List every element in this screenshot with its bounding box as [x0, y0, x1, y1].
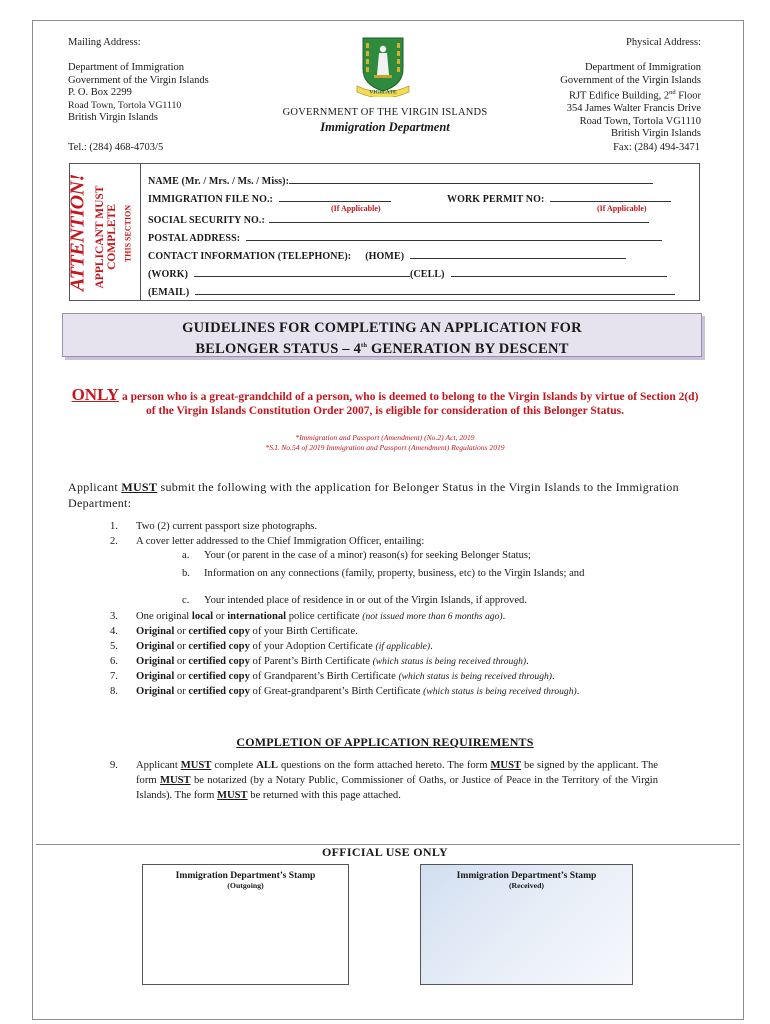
name-field[interactable] — [148, 175, 653, 187]
sub-list-item: a. Your (or parent in the case of a minor) reason(s) for seeking Belonger Status; — [182, 550, 531, 561]
telephone-work-field[interactable] — [148, 268, 667, 280]
email-field[interactable] — [148, 286, 675, 298]
file-number-note: (If Applicable) — [331, 204, 381, 213]
legal-reference: *Immigration and Passport (Amendment) (No.2) Act, 2019 — [295, 433, 475, 442]
completion-heading: COMPLETION OF APPLICATION REQUIREMENTS — [236, 735, 534, 749]
sub-list-item: b. Information on any connections (family, property, business, etc) to the Virgin Islands; and — [182, 568, 585, 579]
attention-must-label: APPLICANT MUST COMPLETE — [94, 185, 118, 289]
requirements-intro: Applicant MUST submit the following with the application for Belonger Status in the Virgin Islands to the Immigration Department: — [68, 480, 679, 510]
banner-line: GUIDELINES FOR COMPLETING AN APPLICATION FOR — [182, 320, 582, 336]
work-label: (WORK) — [148, 269, 189, 280]
mailing-address — [68, 37, 209, 124]
list-item: 7. Original or certified copy of Grandparent’s Birth Certificate (which status is being received through). — [110, 671, 555, 682]
work-permit-label: WORK PERMIT NO: — [447, 194, 545, 205]
cell-label: (CELL) — [410, 269, 445, 280]
fax-number: Fax: (284) 494-3471 — [613, 142, 700, 153]
mailing-line: P. O. Box 2299 — [68, 87, 132, 99]
mailing-line: British Virgin Islands — [68, 112, 158, 124]
physical-line: Government of the Virgin Islands — [560, 74, 701, 86]
government-title: GOVERNMENT OF THE VIRGIN ISLANDS — [282, 107, 488, 118]
email-label: (EMAIL) — [148, 287, 190, 298]
social-security-label: SOCIAL SECURITY NO.: — [148, 215, 265, 226]
list-item: 5. Original or certified copy of your Adoption Certificate (if applicable). — [110, 641, 433, 652]
sub-list-item: c. Your intended place of residence in or out of the Virgin Islands, if approved. — [182, 595, 527, 606]
physical-address — [560, 37, 701, 140]
mailing-line: Department of Immigration — [68, 62, 185, 74]
physical-line: 354 James Walter Francis Drive — [566, 103, 701, 115]
physical-line: Department of Immigration — [584, 62, 701, 74]
stamp-subtitle: (Outgoing) — [227, 881, 264, 890]
physical-line: British Virgin Islands — [611, 127, 701, 139]
postal-address-label: POSTAL ADDRESS: — [148, 233, 241, 244]
coat-of-arms-icon — [353, 35, 413, 97]
received-stamp-box — [420, 864, 633, 985]
list-item: 8. Original or certified copy of Great-grandparent’s Birth Certificate (which status is being received through). — [110, 686, 580, 697]
attention-divider — [140, 163, 141, 301]
list-item: 9. Applicant MUST complete ALL questions on the form attached hereto. The form MUST be signed by the applicant. The form MUST be notarized (by a Notary Public, Commissioner of Oaths, or Justice of Peace in the Territory of the Virgin Islands). The form MUST be returned with this page attached. — [110, 760, 658, 801]
attention-label: ATTENTION! — [66, 173, 89, 292]
contact-info-label: CONTACT INFORMATION (TELEPHONE): — [148, 251, 352, 262]
file-number-label: IMMIGRATION FILE NO.: — [148, 194, 273, 205]
stamp-title: Immigration Department’s Stamp — [175, 870, 316, 881]
banner-line: BELONGER STATUS – 4th GENERATION BY DESCENT — [195, 340, 569, 357]
svg-text:VIGILATE: VIGILATE — [369, 89, 397, 96]
stamp-subtitle: (Received) — [508, 881, 545, 890]
physical-address-label: Physical Address: — [626, 37, 701, 48]
department-title: Immigration Department — [320, 120, 450, 134]
outgoing-stamp-box — [142, 864, 349, 985]
attention-section-label: THIS SECTION — [123, 204, 133, 263]
list-item: 4. Original or certified copy of your Birth Certificate. — [110, 626, 358, 637]
list-item: 1. Two (2) current passport size photographs. — [110, 521, 318, 532]
mailing-line: Road Town, Tortola VG1110 — [68, 99, 182, 111]
list-item: 6. Original or certified copy of Parent’s Birth Certificate (which status is being received through). — [110, 656, 529, 667]
mailing-line: Government of the Virgin Islands — [68, 74, 209, 86]
physical-line: Road Town, Tortola VG1110 — [579, 115, 701, 127]
work-permit-note: (If Applicable) — [597, 204, 647, 213]
name-label: NAME (Mr. / Mrs. / Ms. / Miss): — [148, 176, 290, 187]
list-item: 3. One original local or international police certificate (not issued more than 6 months ago). — [110, 611, 506, 622]
physical-line: RJT Edifice Building, 2nd Floor — [568, 89, 701, 102]
telephone-home-field[interactable] — [148, 250, 626, 262]
guidelines-banner — [62, 313, 702, 357]
postal-address-field[interactable] — [148, 232, 662, 244]
only-emphasis: ONLY — [71, 385, 120, 404]
home-label: (HOME) — [365, 251, 405, 262]
social-security-field[interactable] — [148, 214, 649, 226]
stamp-title: Immigration Department’s Stamp — [456, 870, 597, 881]
list-item: 2. A cover letter addressed to the Chief Immigration Officer, entailing: — [110, 536, 425, 547]
official-use-heading: OFFICIAL USE ONLY — [321, 845, 449, 859]
eligibility-statement: ONLY a person who is a great-grandchild of a person, who is deemed to belong to the Virgin Islands by virtue of Section 2(d) of the Virgin Islands Constitution Order 2007, is eligible for consideration of this Belonger Status. — [71, 385, 699, 417]
telephone-number: Tel.: (284) 468-4703/5 — [68, 142, 164, 153]
mailing-address-label: Mailing Address: — [68, 37, 141, 48]
legal-reference: *S.I. No.54 of 2019 Immigration and Passport (Amendment) Regulations 2019 — [265, 443, 505, 452]
